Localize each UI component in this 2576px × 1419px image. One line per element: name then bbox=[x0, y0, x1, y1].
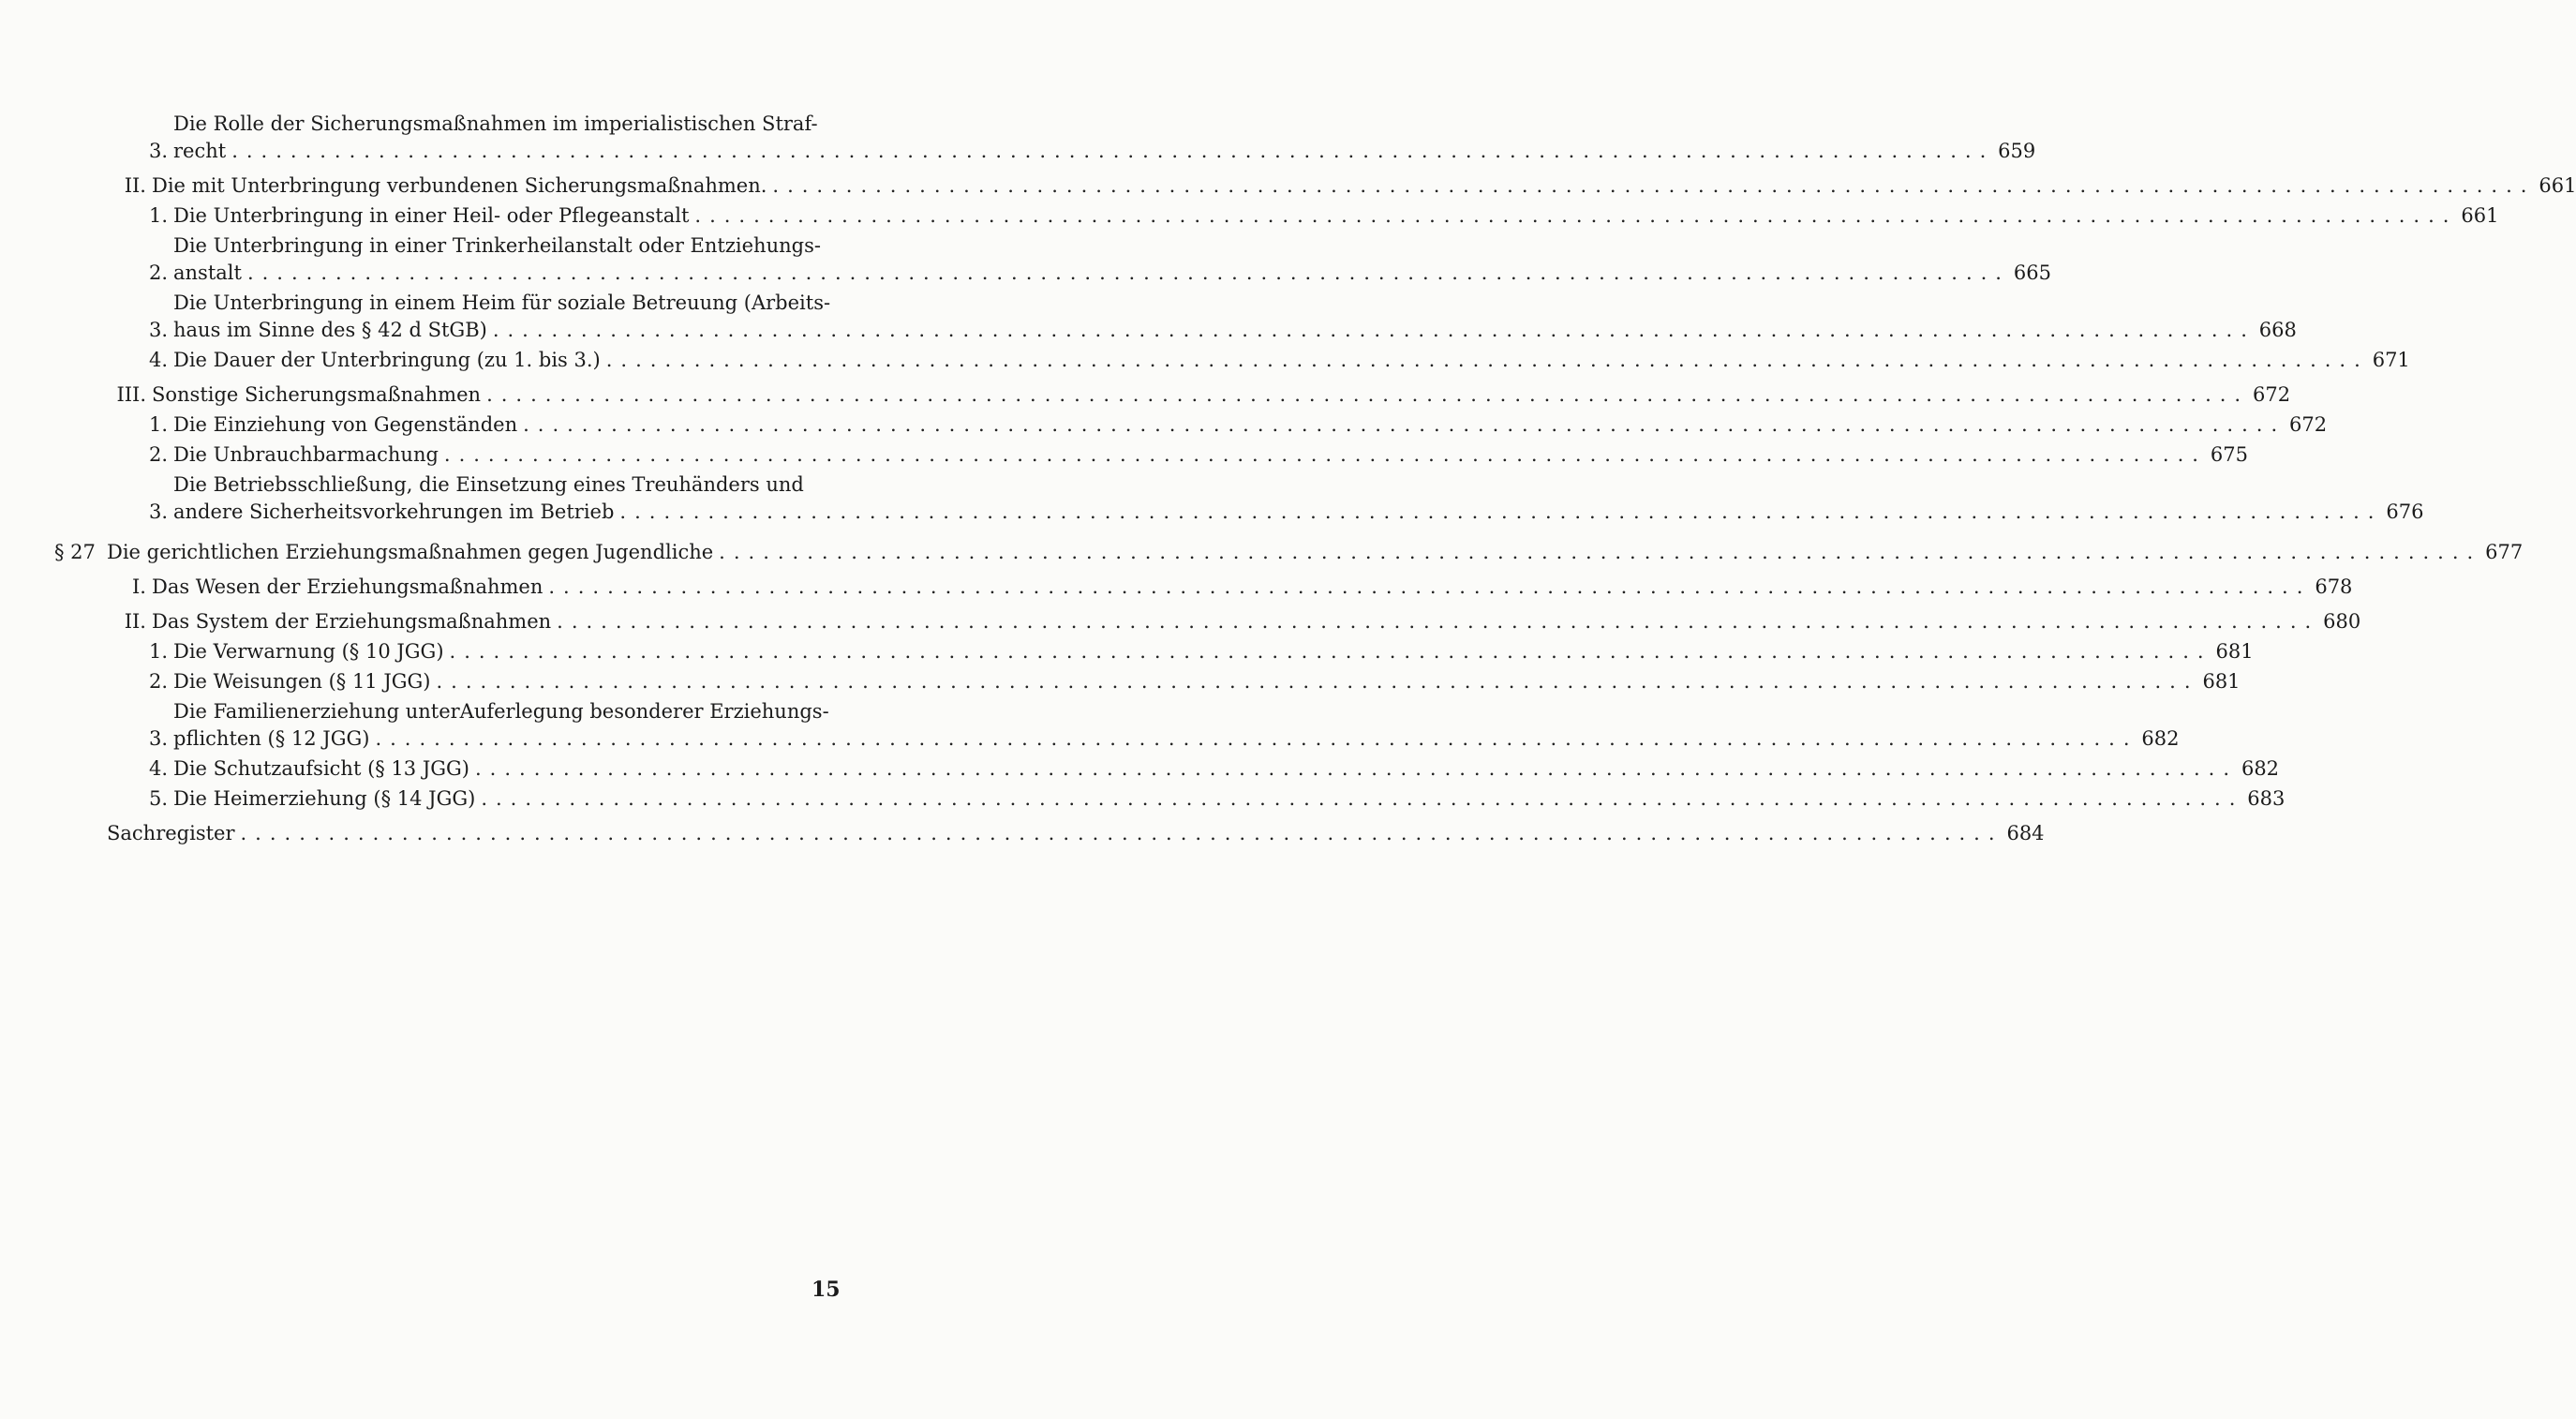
table-of-contents bbox=[54, 111, 2576, 847]
toc-entry-page: 681 bbox=[2202, 670, 2241, 693]
dot-leader: ........................................................................................................................ bbox=[375, 727, 2138, 750]
toc-entry-page: 675 bbox=[2210, 443, 2248, 466]
toc-entry-page: 682 bbox=[2241, 757, 2280, 780]
toc-entry-title-text: Die Dauer der Unterbringung (zu 1. bis 3.) bbox=[173, 349, 601, 371]
toc-entry-title-text: Die gerichtlichen Erziehungsmaßnahmen gegen Jugendliche bbox=[107, 541, 714, 563]
toc-entry-title bbox=[107, 539, 2481, 566]
toc-entry-number: 5. bbox=[148, 787, 168, 810]
toc-entry bbox=[54, 608, 2361, 635]
toc-entry-number: 1. bbox=[148, 640, 168, 663]
toc-entry-title bbox=[152, 172, 2535, 200]
toc-entry-title-text: Die Heimerziehung (§ 14 JGG) bbox=[173, 787, 476, 810]
toc-entry-number: I. bbox=[132, 575, 146, 598]
toc-entry-title-last-line bbox=[173, 668, 2199, 695]
toc-entry-page: 672 bbox=[2253, 383, 2291, 406]
dot-leader: ........................................................................................................................ bbox=[443, 443, 2207, 466]
toc-entry-number: 2. bbox=[148, 261, 168, 284]
toc-entry-title-text: Das Wesen der Erziehungsmaßnahmen bbox=[152, 575, 543, 598]
toc-entry-title bbox=[173, 755, 2238, 783]
toc-entry-title-line: Die Unterbringung in einer Trinkerheilanstalt oder Entziehungs- bbox=[173, 234, 821, 257]
toc-entry bbox=[54, 755, 2280, 783]
toc-entry-number: II. bbox=[124, 610, 146, 633]
toc-entry-page: 672 bbox=[2289, 413, 2328, 436]
toc-entry-title-line: Die Rolle der Sicherungsmaßnahmen im imperialistischen Straf- bbox=[173, 112, 818, 135]
toc-entry bbox=[54, 785, 2286, 813]
toc-entry-title bbox=[173, 290, 2256, 344]
toc-entry bbox=[54, 638, 2254, 665]
toc-entry-title-line: Die Unterbringung in einem Heim für soziale Betreuung (Arbeits- bbox=[173, 291, 831, 314]
toc-entry-title-last-line bbox=[152, 574, 2311, 601]
toc-entry bbox=[54, 232, 2051, 287]
dot-leader: ........................................................................................................................ bbox=[436, 670, 2199, 693]
toc-entry-title bbox=[173, 668, 2199, 695]
toc-entry-page: 683 bbox=[2247, 787, 2286, 810]
toc-entry-title-text: Sachregister bbox=[107, 822, 235, 844]
toc-entry-title-last-line bbox=[173, 260, 2010, 287]
toc-entry-number: 3. bbox=[148, 140, 168, 162]
toc-entry bbox=[54, 574, 2353, 601]
toc-entry-page: 661 bbox=[2461, 204, 2499, 227]
toc-entry-title-last-line bbox=[173, 411, 2286, 439]
toc-entry bbox=[54, 820, 2045, 847]
toc-entry-title-last-line bbox=[173, 138, 1994, 165]
dot-leader: ........................................................................................................................ bbox=[557, 610, 2320, 633]
dot-leader: ........................................................................................................................ bbox=[719, 541, 2482, 563]
toc-entry-title bbox=[173, 202, 2457, 230]
toc-entry-number: 3. bbox=[148, 319, 168, 341]
toc-entry bbox=[54, 381, 2291, 409]
toc-entry-number: 4. bbox=[148, 757, 168, 780]
toc-entry-title bbox=[152, 574, 2311, 601]
toc-entry-title-text: haus im Sinne des § 42 d StGB) bbox=[173, 319, 487, 341]
toc-entry-title-last-line bbox=[152, 608, 2319, 635]
toc-entry bbox=[54, 172, 2576, 200]
toc-entry-number: 2. bbox=[148, 670, 168, 693]
toc-entry bbox=[54, 441, 2248, 469]
toc-entry-number: 3. bbox=[148, 500, 168, 523]
toc-entry-number: 4. bbox=[148, 349, 168, 371]
toc-entry bbox=[54, 698, 2180, 753]
toc-entry-title-text: andere Sicherheitsvorkehrungen im Betrieb bbox=[173, 500, 615, 523]
dot-leader: ........................................................................................................................ bbox=[772, 174, 2536, 197]
toc-entry-title-last-line bbox=[107, 820, 2003, 847]
toc-entry-page: 681 bbox=[2215, 640, 2254, 663]
dot-leader: ........................................................................................................................ bbox=[246, 261, 2010, 284]
dot-leader: ........................................................................................................................ bbox=[240, 822, 2003, 844]
toc-entry-title-text: recht bbox=[173, 140, 227, 162]
toc-entry-title-last-line bbox=[173, 202, 2457, 230]
toc-entry-title-text: Die Unbrauchbarmachung bbox=[173, 443, 439, 466]
toc-entry bbox=[54, 471, 2424, 526]
toc-entry-number: 2. bbox=[148, 443, 168, 466]
toc-entry-title-text: Die Verwarnung (§ 10 JGG) bbox=[173, 640, 444, 663]
dot-leader: ........................................................................................................................ bbox=[475, 757, 2239, 780]
toc-entry-title-last-line bbox=[173, 441, 2207, 469]
toc-entry-title bbox=[173, 698, 2138, 753]
dot-leader: ........................................................................................................................ bbox=[548, 575, 2312, 598]
toc-entry-number: III. bbox=[116, 383, 146, 406]
toc-entry-title-last-line bbox=[173, 347, 2369, 374]
toc-entry-page: 676 bbox=[2386, 500, 2424, 523]
toc-entry-page: 661 bbox=[2539, 174, 2576, 197]
page-number: 15 bbox=[812, 1277, 841, 1302]
toc-entry-page: 682 bbox=[2141, 727, 2180, 750]
toc-entry-title bbox=[173, 441, 2207, 469]
toc-entry-title bbox=[152, 381, 2249, 409]
toc-entry-title bbox=[173, 232, 2010, 287]
toc-entry-title bbox=[173, 638, 2212, 665]
dot-leader: ........................................................................................................................ bbox=[605, 349, 2369, 371]
toc-entry bbox=[54, 668, 2241, 695]
dot-leader: ........................................................................................................................ bbox=[481, 787, 2244, 810]
dot-leader: ........................................................................................................................ bbox=[449, 640, 2212, 663]
toc-entry-page: 671 bbox=[2372, 349, 2410, 371]
toc-entry-title bbox=[173, 347, 2369, 374]
toc-entry bbox=[54, 411, 2328, 439]
toc-entry-title-text: Die mit Unterbringung verbundenen Sicherungsmaßnahmen. bbox=[152, 174, 767, 197]
toc-entry-title bbox=[107, 820, 2003, 847]
toc-entry-page: 684 bbox=[2006, 822, 2045, 844]
toc-entry-page: 680 bbox=[2323, 610, 2361, 633]
toc-entry-number: 1. bbox=[148, 204, 168, 227]
toc-entry-page: 677 bbox=[2485, 541, 2524, 563]
toc-entry-title-line: Die Familienerziehung unterAuferlegung besonderer Erziehungs- bbox=[173, 700, 829, 723]
toc-entry-title-last-line bbox=[152, 172, 2535, 200]
toc-entry-title-last-line bbox=[173, 725, 2138, 753]
toc-entry-title-text: pflichten (§ 12 JGG) bbox=[173, 727, 370, 750]
toc-entry-title-text: Die Einziehung von Gegenständen bbox=[173, 413, 518, 436]
toc-entry-title-text: anstalt bbox=[173, 261, 242, 284]
toc-entry-title-line: Die Betriebsschließung, die Einsetzung eines Treuhänders und bbox=[173, 473, 804, 496]
toc-entry-title-last-line bbox=[173, 499, 2382, 526]
dot-leader: ........................................................................................................................ bbox=[694, 204, 2458, 227]
toc-entry bbox=[54, 202, 2499, 230]
toc-entry-title-text: Die Weisungen (§ 11 JGG) bbox=[173, 670, 431, 693]
toc-entry-title-last-line bbox=[173, 317, 2256, 344]
toc-entry-title-last-line bbox=[173, 638, 2212, 665]
toc-entry-title bbox=[173, 471, 2382, 526]
toc-entry-title-text: Sonstige Sicherungsmaßnahmen bbox=[152, 383, 482, 406]
toc-entry-page: 668 bbox=[2258, 319, 2297, 341]
dot-leader: ........................................................................................................................ bbox=[231, 140, 1995, 162]
toc-entry-page: 659 bbox=[1998, 140, 2036, 162]
dot-leader: ........................................................................................................................ bbox=[523, 413, 2286, 436]
toc-entry-title-last-line bbox=[173, 785, 2243, 813]
toc-entry bbox=[54, 539, 2524, 566]
dot-leader: ........................................................................................................................ bbox=[492, 319, 2256, 341]
toc-entry-page: 665 bbox=[2013, 261, 2051, 284]
toc-entry bbox=[54, 290, 2297, 344]
dot-leader: ........................................................................................................................ bbox=[619, 500, 2383, 523]
toc-entry-number: II. bbox=[124, 174, 146, 197]
toc-entry-page: 678 bbox=[2315, 575, 2353, 598]
dot-leader: ........................................................................................................................ bbox=[486, 383, 2250, 406]
toc-entry-title bbox=[173, 111, 1994, 165]
toc-entry-title bbox=[173, 411, 2286, 439]
toc-entry-title-text: Das System der Erziehungsmaßnahmen bbox=[152, 610, 552, 633]
toc-entry-title-text: Die Schutzaufsicht (§ 13 JGG) bbox=[173, 757, 469, 780]
toc-entry-title-last-line bbox=[107, 539, 2481, 566]
toc-entry-number: 3. bbox=[148, 727, 168, 750]
toc-entry-number: 1. bbox=[148, 413, 168, 436]
toc-entry-number: § 27 bbox=[54, 541, 96, 563]
toc-entry-title bbox=[152, 608, 2319, 635]
toc-entry bbox=[54, 347, 2410, 374]
toc-entry-title-last-line bbox=[173, 755, 2238, 783]
toc-entry-title bbox=[173, 785, 2243, 813]
toc-entry-title-last-line bbox=[152, 381, 2249, 409]
toc-entry bbox=[54, 111, 2036, 165]
toc-entry-title-text: Die Unterbringung in einer Heil- oder Pflegeanstalt bbox=[173, 204, 690, 227]
